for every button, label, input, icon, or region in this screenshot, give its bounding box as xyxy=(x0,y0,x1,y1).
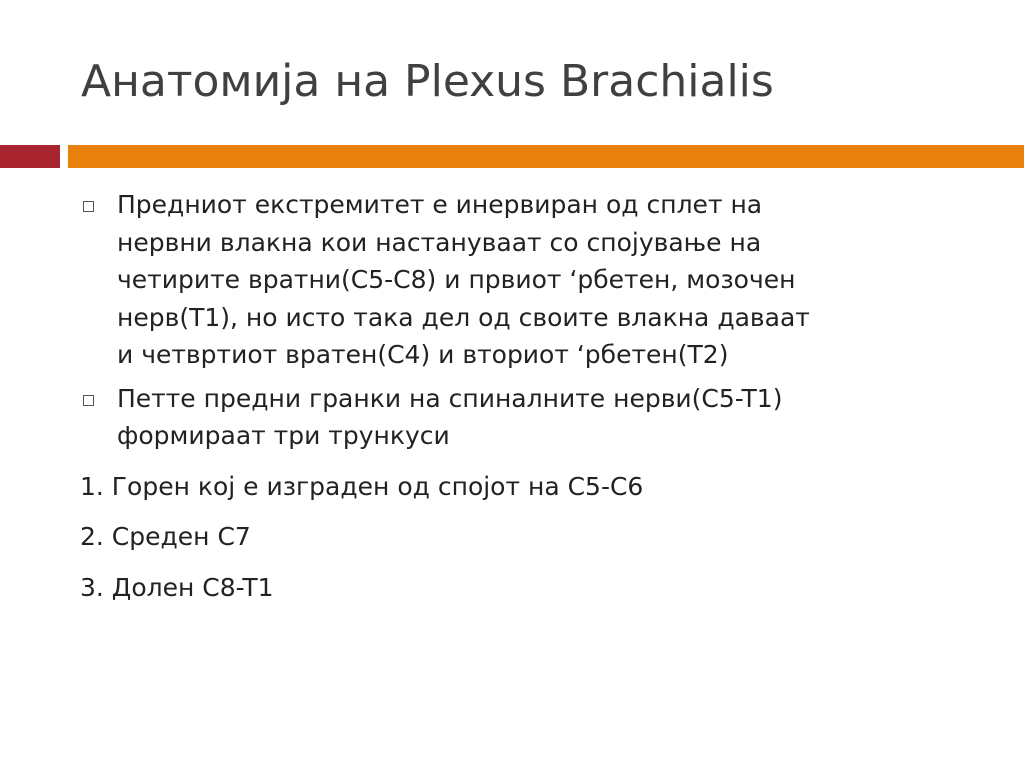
numbered-item-lower-trunk: 3. Долен C8-T1 xyxy=(80,572,274,602)
bullet-text: Предниот екстремитет е инервиран од сплет на нервни влакна кои настануваат со спојување на четирите вратни(C5-C8) и првиот ‘рбетен, мозочен нерв(T1), но исто така дел од своите влакна даваат и четвртиот вратен(C4) и вториот ‘рбетен(T2) xyxy=(117,190,810,369)
hollow-square-bullet-icon xyxy=(83,201,94,212)
slide-title: Анатомија на Plexus Brachialis xyxy=(81,56,774,107)
bullet-item-trunks xyxy=(80,380,980,455)
accent-bar-left xyxy=(0,145,60,168)
accent-bar-right xyxy=(68,145,1024,168)
slide-content xyxy=(80,186,980,606)
numbered-item-upper-trunk: 1. Горен кој е изграден од спојот на C5-C6 xyxy=(80,471,644,501)
bullet-item-nerve-origin xyxy=(80,186,980,374)
hollow-square-bullet-icon xyxy=(83,395,94,406)
numbered-item-middle-trunk: 2. Среден C7 xyxy=(80,522,251,551)
bullet-text: Петте предни гранки на спиналните нерви(C5-T1) формираат три трункуси xyxy=(117,383,783,450)
